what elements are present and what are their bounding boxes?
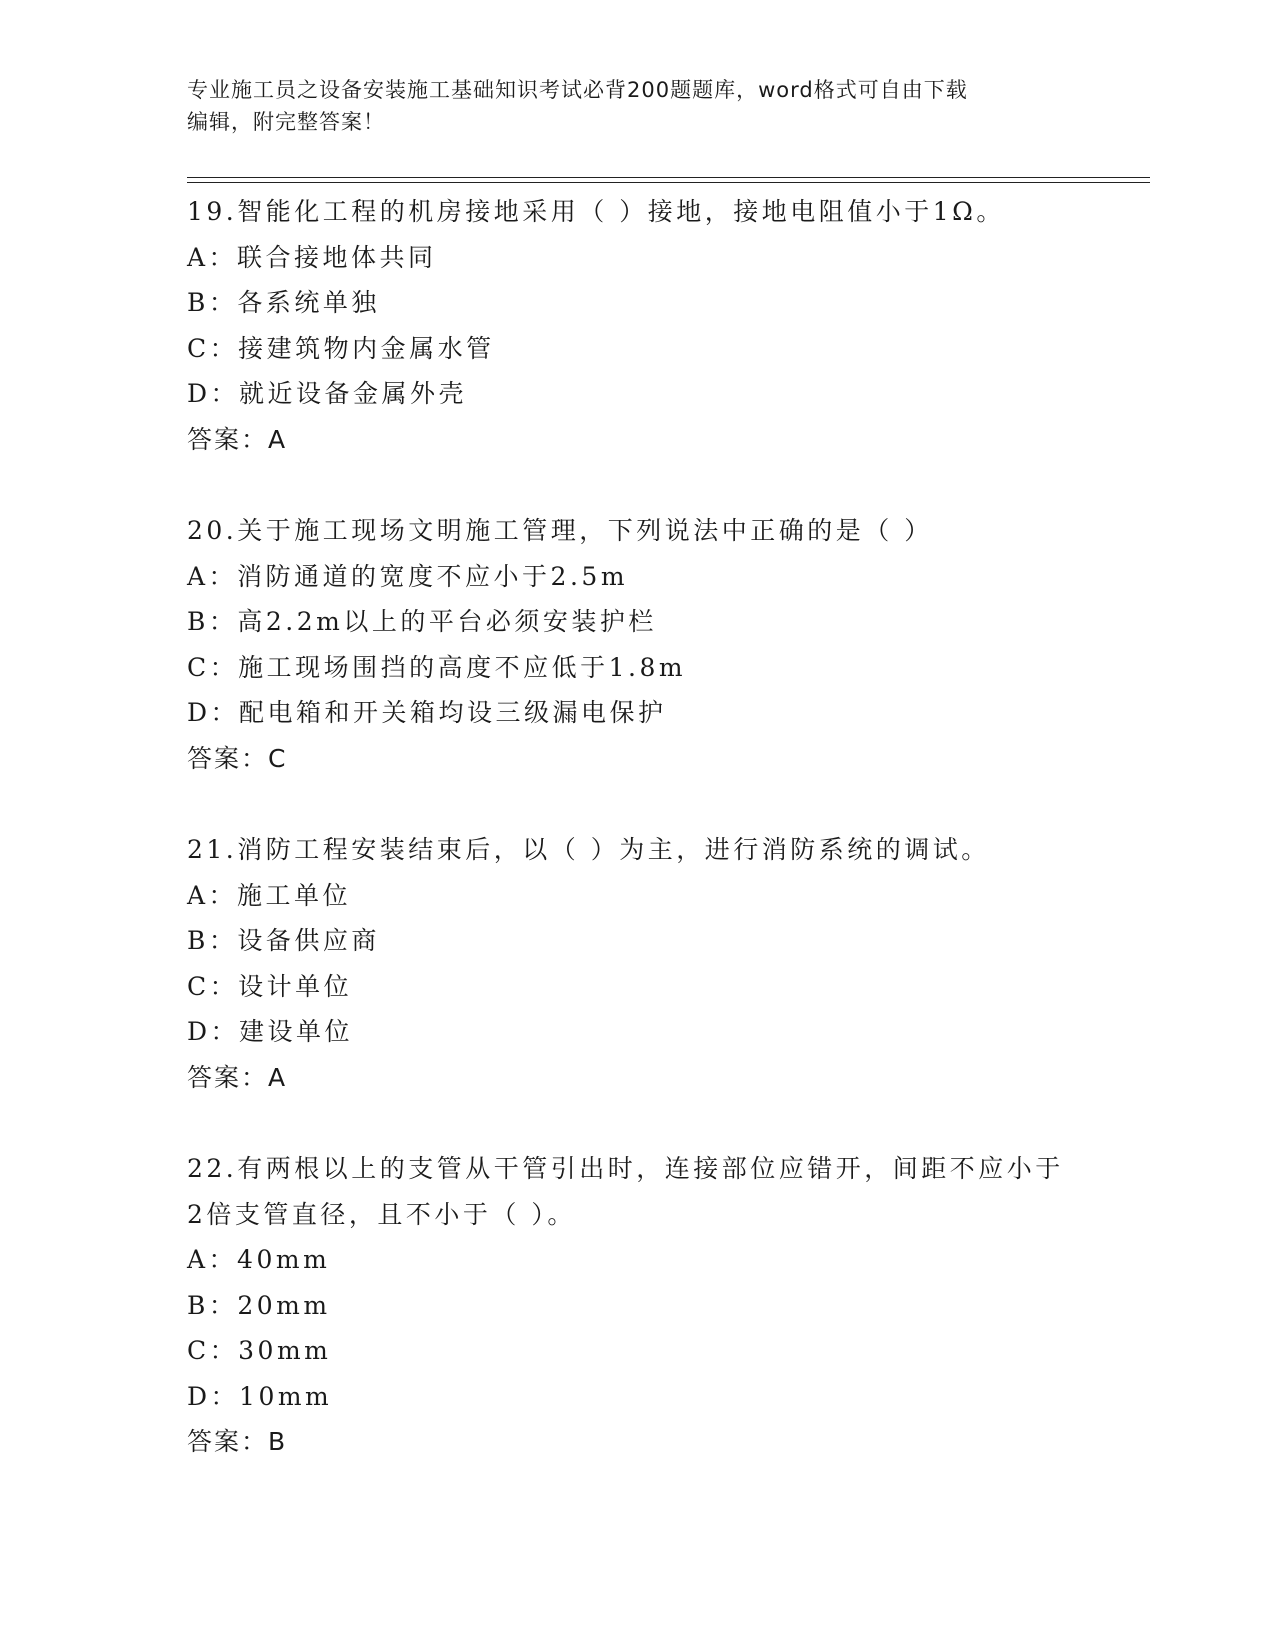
question-stem: 20.关于施工现场文明施工管理，下列说法中正确的是（ ） (187, 516, 933, 545)
header-line-2: 编辑，附完整答案！ (187, 110, 385, 134)
answer-label: 答案：C (187, 743, 288, 773)
option-c: C：30mm (187, 1336, 332, 1365)
option-c: C：设计单位 (187, 971, 353, 1001)
question-21 (187, 827, 1087, 1100)
answer-label: 答案：A (187, 1062, 288, 1092)
question-stem-line-2: 2倍支管直径，且不小于（ ）。 (187, 1199, 576, 1229)
option-d: D：建设单位 (187, 1017, 354, 1046)
option-a: A：联合接地体共同 (187, 242, 437, 272)
option-b: B：高2.2m以上的平台必须安装护栏 (187, 607, 657, 636)
question-list (187, 189, 1087, 1511)
option-d: D：配电箱和开关箱均设三级漏电保护 (187, 698, 667, 727)
question-22 (187, 1146, 1087, 1465)
option-a: A：施工单位 (187, 880, 352, 910)
option-b: B：各系统单独 (187, 288, 380, 317)
answer-label: 答案：B (187, 1427, 288, 1456)
option-d: D：10mm (187, 1381, 333, 1411)
header-line-1: 专业施工员之设备安装施工基础知识考试必背200题题库，word格式可自由下载 (187, 78, 968, 102)
option-c: C：接建筑物内金属水管 (187, 333, 495, 363)
option-a: A：消防通道的宽度不应小于2.5m (187, 561, 629, 591)
option-b: B：20mm (187, 1290, 331, 1320)
option-c: C：施工现场围挡的高度不应低于1.8m (187, 652, 687, 682)
question-stem: 19.智能化工程的机房接地采用（ ）接地，接地电阻值小于1Ω。 (187, 197, 1005, 226)
question-stem: 21.消防工程安装结束后，以（ ）为主，进行消防系统的调试。 (187, 835, 990, 864)
option-a: A：40mm (187, 1245, 331, 1274)
header-divider (187, 177, 1150, 183)
answer-label: 答案：A (187, 424, 288, 454)
document-header (187, 74, 1087, 138)
question-20 (187, 508, 1087, 781)
option-b: B：设备供应商 (187, 926, 380, 955)
question-stem-line-1: 22.有两根以上的支管从干管引出时，连接部位应错开，间距不应小于 (187, 1154, 1064, 1183)
option-d: D：就近设备金属外壳 (187, 379, 468, 408)
question-19 (187, 189, 1087, 462)
